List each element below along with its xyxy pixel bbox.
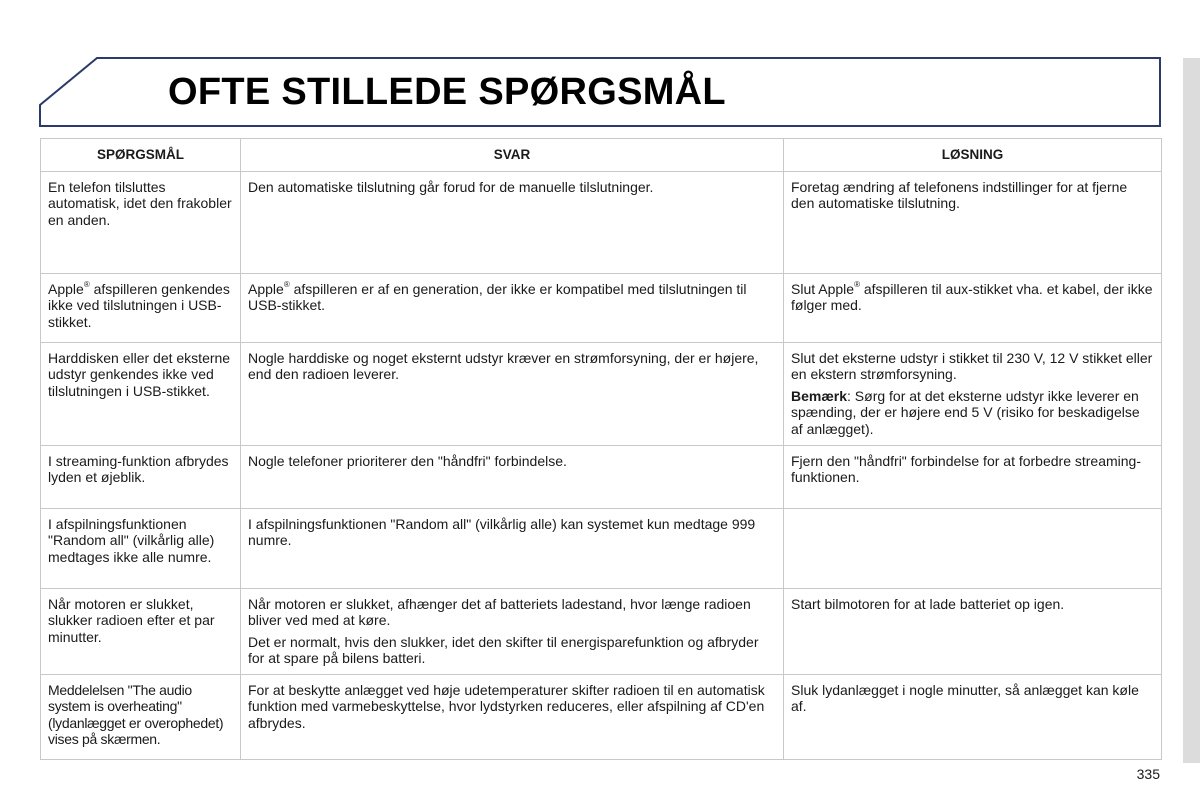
registered-mark: ®	[854, 280, 860, 290]
header-answer: SVAR	[241, 139, 784, 172]
question-cell: Meddelelsen "The audio system is overheating" (lydanlægget er overophedet) vises på skærmen.	[41, 675, 241, 760]
question-cell: En telefon tilsluttes automatisk, idet den frakobler en anden.	[41, 172, 241, 274]
table-row	[41, 274, 1162, 343]
question-cell: I afspilningsfunktionen "Random all" (vilkårlig alle) medtages ikke alle numre.	[41, 509, 241, 589]
solution-cell	[784, 343, 1162, 446]
table-row	[41, 343, 1162, 446]
solution-text: Slut det eksterne udstyr i stikket til 230 V, 12 V stikket eller en ekstern strømforsyning.	[791, 350, 1153, 383]
note-text: : Sørg for at det eksterne udstyr ikke leverer en spænding, der er højere end 5 V (risiko for beskadigelse af anlægget).	[791, 387, 1140, 437]
brand-text: Apple	[48, 281, 84, 297]
side-tab-bar	[1183, 58, 1200, 763]
question-cell: I streaming-funktion afbrydes lyden et øjeblik.	[41, 446, 241, 509]
question-cell: Harddisken eller det eksterne udstyr genkendes ikke ved tilslutningen i USB-stikket.	[41, 343, 241, 446]
answer-text: Når motoren er slukket, afhænger det af batteriets ladestand, hvor længe radioen bliver ved med at køre.	[248, 596, 751, 629]
solution-prefix: Slut Apple	[791, 281, 855, 297]
solution-note	[791, 388, 1154, 437]
answer-cell: Nogle harddiske og noget eksternt udstyr kræver en strømforsyning, der er højere, end den radioen leverer.	[241, 343, 784, 446]
answer-cell: Den automatiske tilslutning går forud for de manuelle tilslutninger.	[241, 172, 784, 274]
answer-text: afspilleren er af en generation, der ikke er kompatibel med tilslutningen til USB-stikket.	[248, 281, 747, 314]
solution-cell: Foretag ændring af telefonens indstillinger for at fjerne den automatiske tilslutning.	[784, 172, 1162, 274]
page-number: 335	[1136, 766, 1160, 782]
table-row	[41, 589, 1162, 675]
table-row	[41, 172, 1162, 274]
header-solution: LØSNING	[784, 139, 1162, 172]
note-label: Bemærk	[791, 387, 848, 404]
registered-mark: ®	[83, 280, 90, 290]
header-question: SPØRGSMÅL	[41, 139, 241, 172]
table-header-row	[41, 139, 1162, 172]
solution-cell: Fjern den "håndfri" forbindelse for at forbedre streaming-funktionen.	[784, 446, 1162, 509]
page-title: OFTE STILLEDE SPØRGSMÅL	[168, 71, 726, 113]
answer-cell	[241, 274, 784, 343]
solution-text: afspilleren til aux-stikket vha. et kabel, der ikke følger med.	[791, 281, 1153, 314]
solution-cell	[784, 509, 1162, 589]
answer-cell: Nogle telefoner prioriterer den "håndfri" forbindelse.	[241, 446, 784, 509]
question-text: afspilleren genkendes ikke ved tilslutningen i USB-stikket.	[48, 281, 230, 330]
solution-cell: Start bilmotoren for at lade batteriet op igen.	[784, 589, 1162, 675]
brand-text: Apple	[248, 281, 284, 297]
registered-mark: ®	[283, 280, 290, 290]
answer-cell	[241, 589, 784, 675]
solution-cell	[784, 274, 1162, 343]
table-row	[41, 509, 1162, 589]
answer-cell: For at beskytte anlægget ved høje udetemperaturer skifter radioen til en automatisk funktion med varmebeskyttelse, hvor lydstyrken reduceres, eller afspilning af CD'en afbrydes.	[241, 675, 784, 760]
faq-table	[40, 138, 1162, 760]
question-cell	[41, 274, 241, 343]
solution-cell: Sluk lydanlægget i nogle minutter, så anlægget kan køle af.	[784, 675, 1162, 760]
table-row	[41, 675, 1162, 760]
table-row	[41, 446, 1162, 509]
question-cell: Når motoren er slukket, slukker radioen efter et par minutter.	[41, 589, 241, 675]
answer-cell: I afspilningsfunktionen "Random all" (vilkårlig alle) kan systemet kun medtage 999 numre.	[241, 509, 784, 589]
answer-text-2: Det er normalt, hvis den slukker, idet den skifter til energisparefunktion og afbryder for at spare på bilens batteri.	[248, 633, 759, 667]
